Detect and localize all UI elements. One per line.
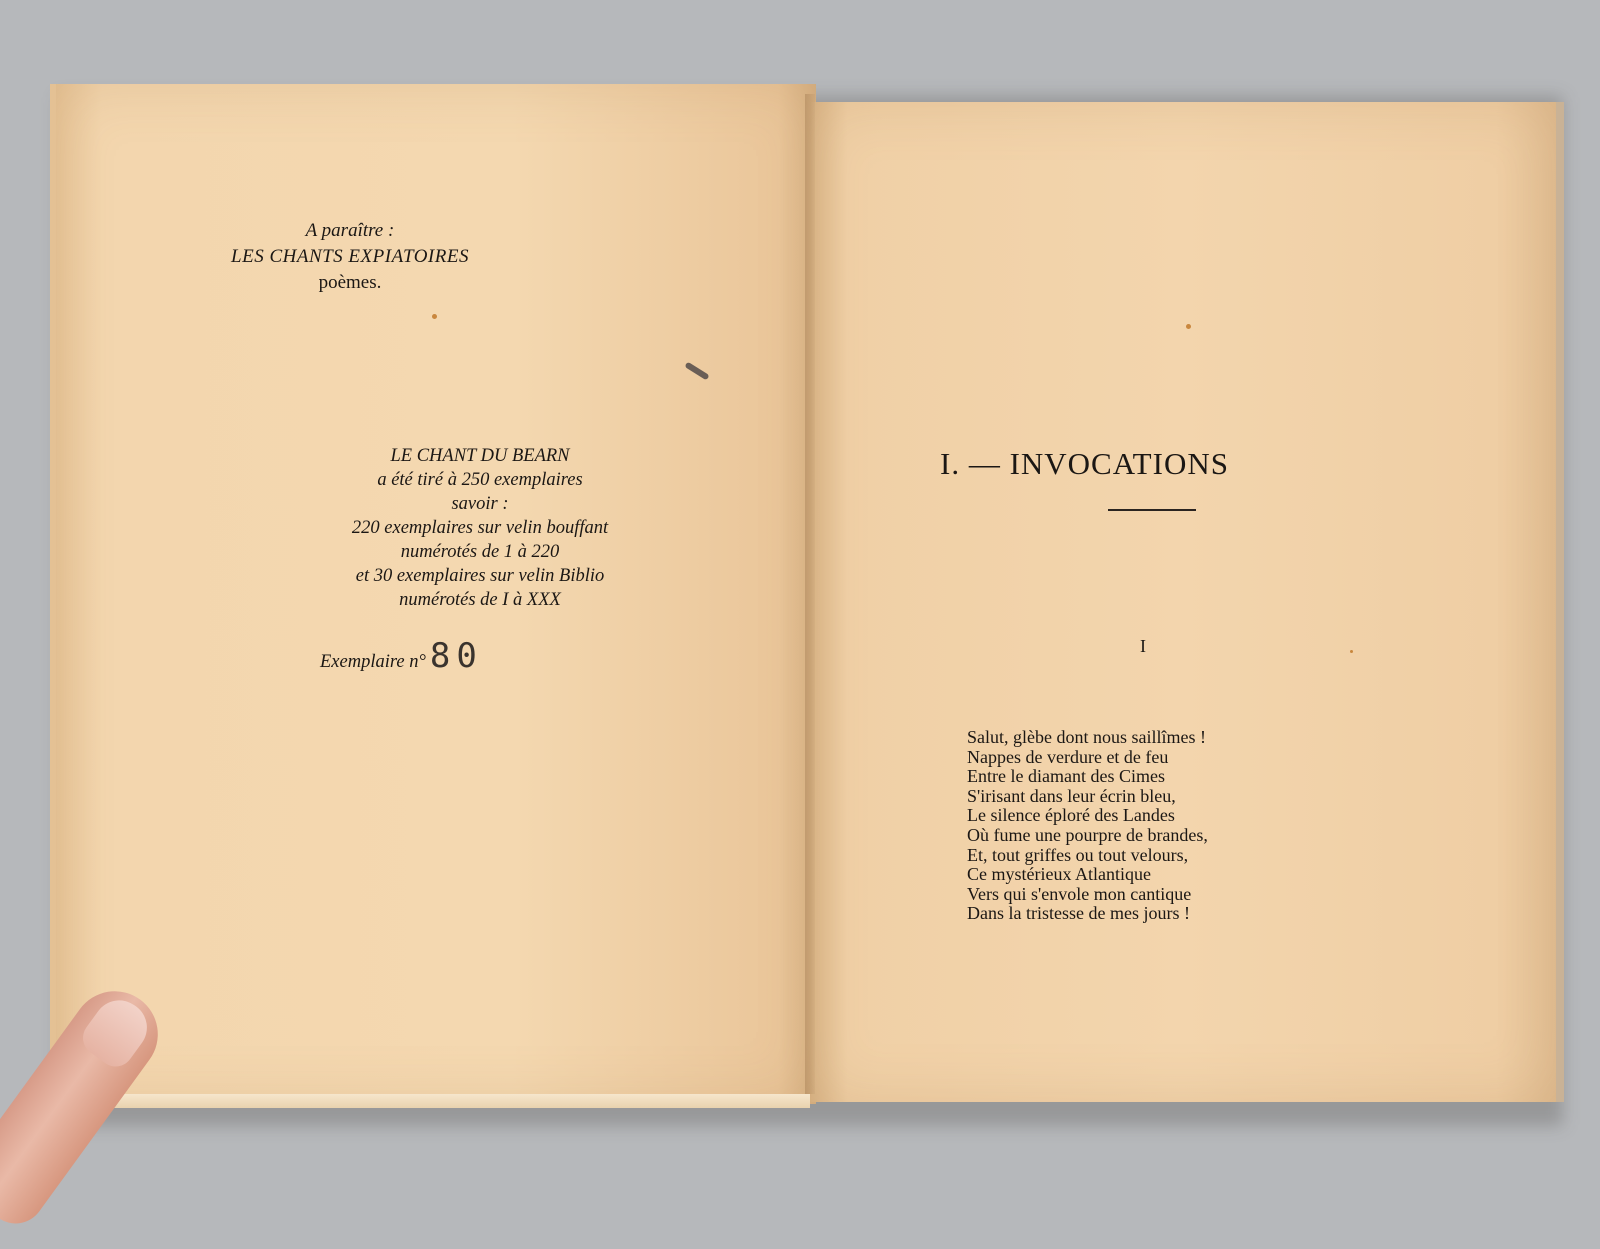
poem-line: Où fume une pourpre de brandes, xyxy=(967,824,1208,845)
copy-label: Exemplaire n° xyxy=(320,652,426,672)
section-title: I. — INVOCATIONS xyxy=(940,446,1229,481)
paper-speck xyxy=(432,314,437,319)
colophon-line: numérotés de 1 à 220 xyxy=(400,542,560,562)
forthcoming-notice xyxy=(195,218,505,296)
forthcoming-label: A paraître : xyxy=(305,220,395,241)
poem-line: Dans la tristesse de mes jours ! xyxy=(967,903,1190,924)
poem-line: Et, tout griffes ou tout velours, xyxy=(967,844,1189,865)
page-edge xyxy=(110,1094,810,1108)
copy-number-line xyxy=(320,636,540,676)
colophon-line: LE CHANT DU BEARN xyxy=(390,446,570,466)
book-gutter xyxy=(805,94,815,1094)
poem xyxy=(967,728,1327,924)
poem-line: Ce mystérieux Atlantique xyxy=(967,864,1151,885)
forthcoming-title: LES CHANTS EXPIATOIRES xyxy=(231,246,469,267)
poem-line: Le silence éploré des Landes xyxy=(967,805,1175,826)
section-rule xyxy=(1108,509,1196,511)
paper-speck xyxy=(1350,650,1353,653)
poem-line: Entre le diamant des Cimes xyxy=(967,766,1165,787)
poem-line: Salut, glèbe dont nous saillîmes ! xyxy=(967,727,1206,747)
forthcoming-genre: poèmes. xyxy=(318,272,382,293)
colophon-line: numérotés de I à XXX xyxy=(399,590,561,610)
colophon-line: savoir : xyxy=(451,494,509,514)
copy-number-stamp: 80 xyxy=(429,636,483,676)
poem-line: Vers qui s'envole mon cantique xyxy=(967,883,1192,904)
colophon-line: a été tiré à 250 exemplaires xyxy=(377,470,583,490)
poem-number: I xyxy=(1140,636,1146,656)
poem-line: Nappes de verdure et de feu xyxy=(967,746,1169,767)
right-page[interactable] xyxy=(810,102,1564,1102)
paper-speck xyxy=(1186,324,1191,329)
colophon xyxy=(290,444,670,612)
colophon-line: et 30 exemplaires sur velin Biblio xyxy=(355,566,605,586)
poem-line: S'irisant dans leur écrin bleu, xyxy=(967,785,1176,806)
colophon-line: 220 exemplaires sur velin bouffant xyxy=(351,518,609,538)
